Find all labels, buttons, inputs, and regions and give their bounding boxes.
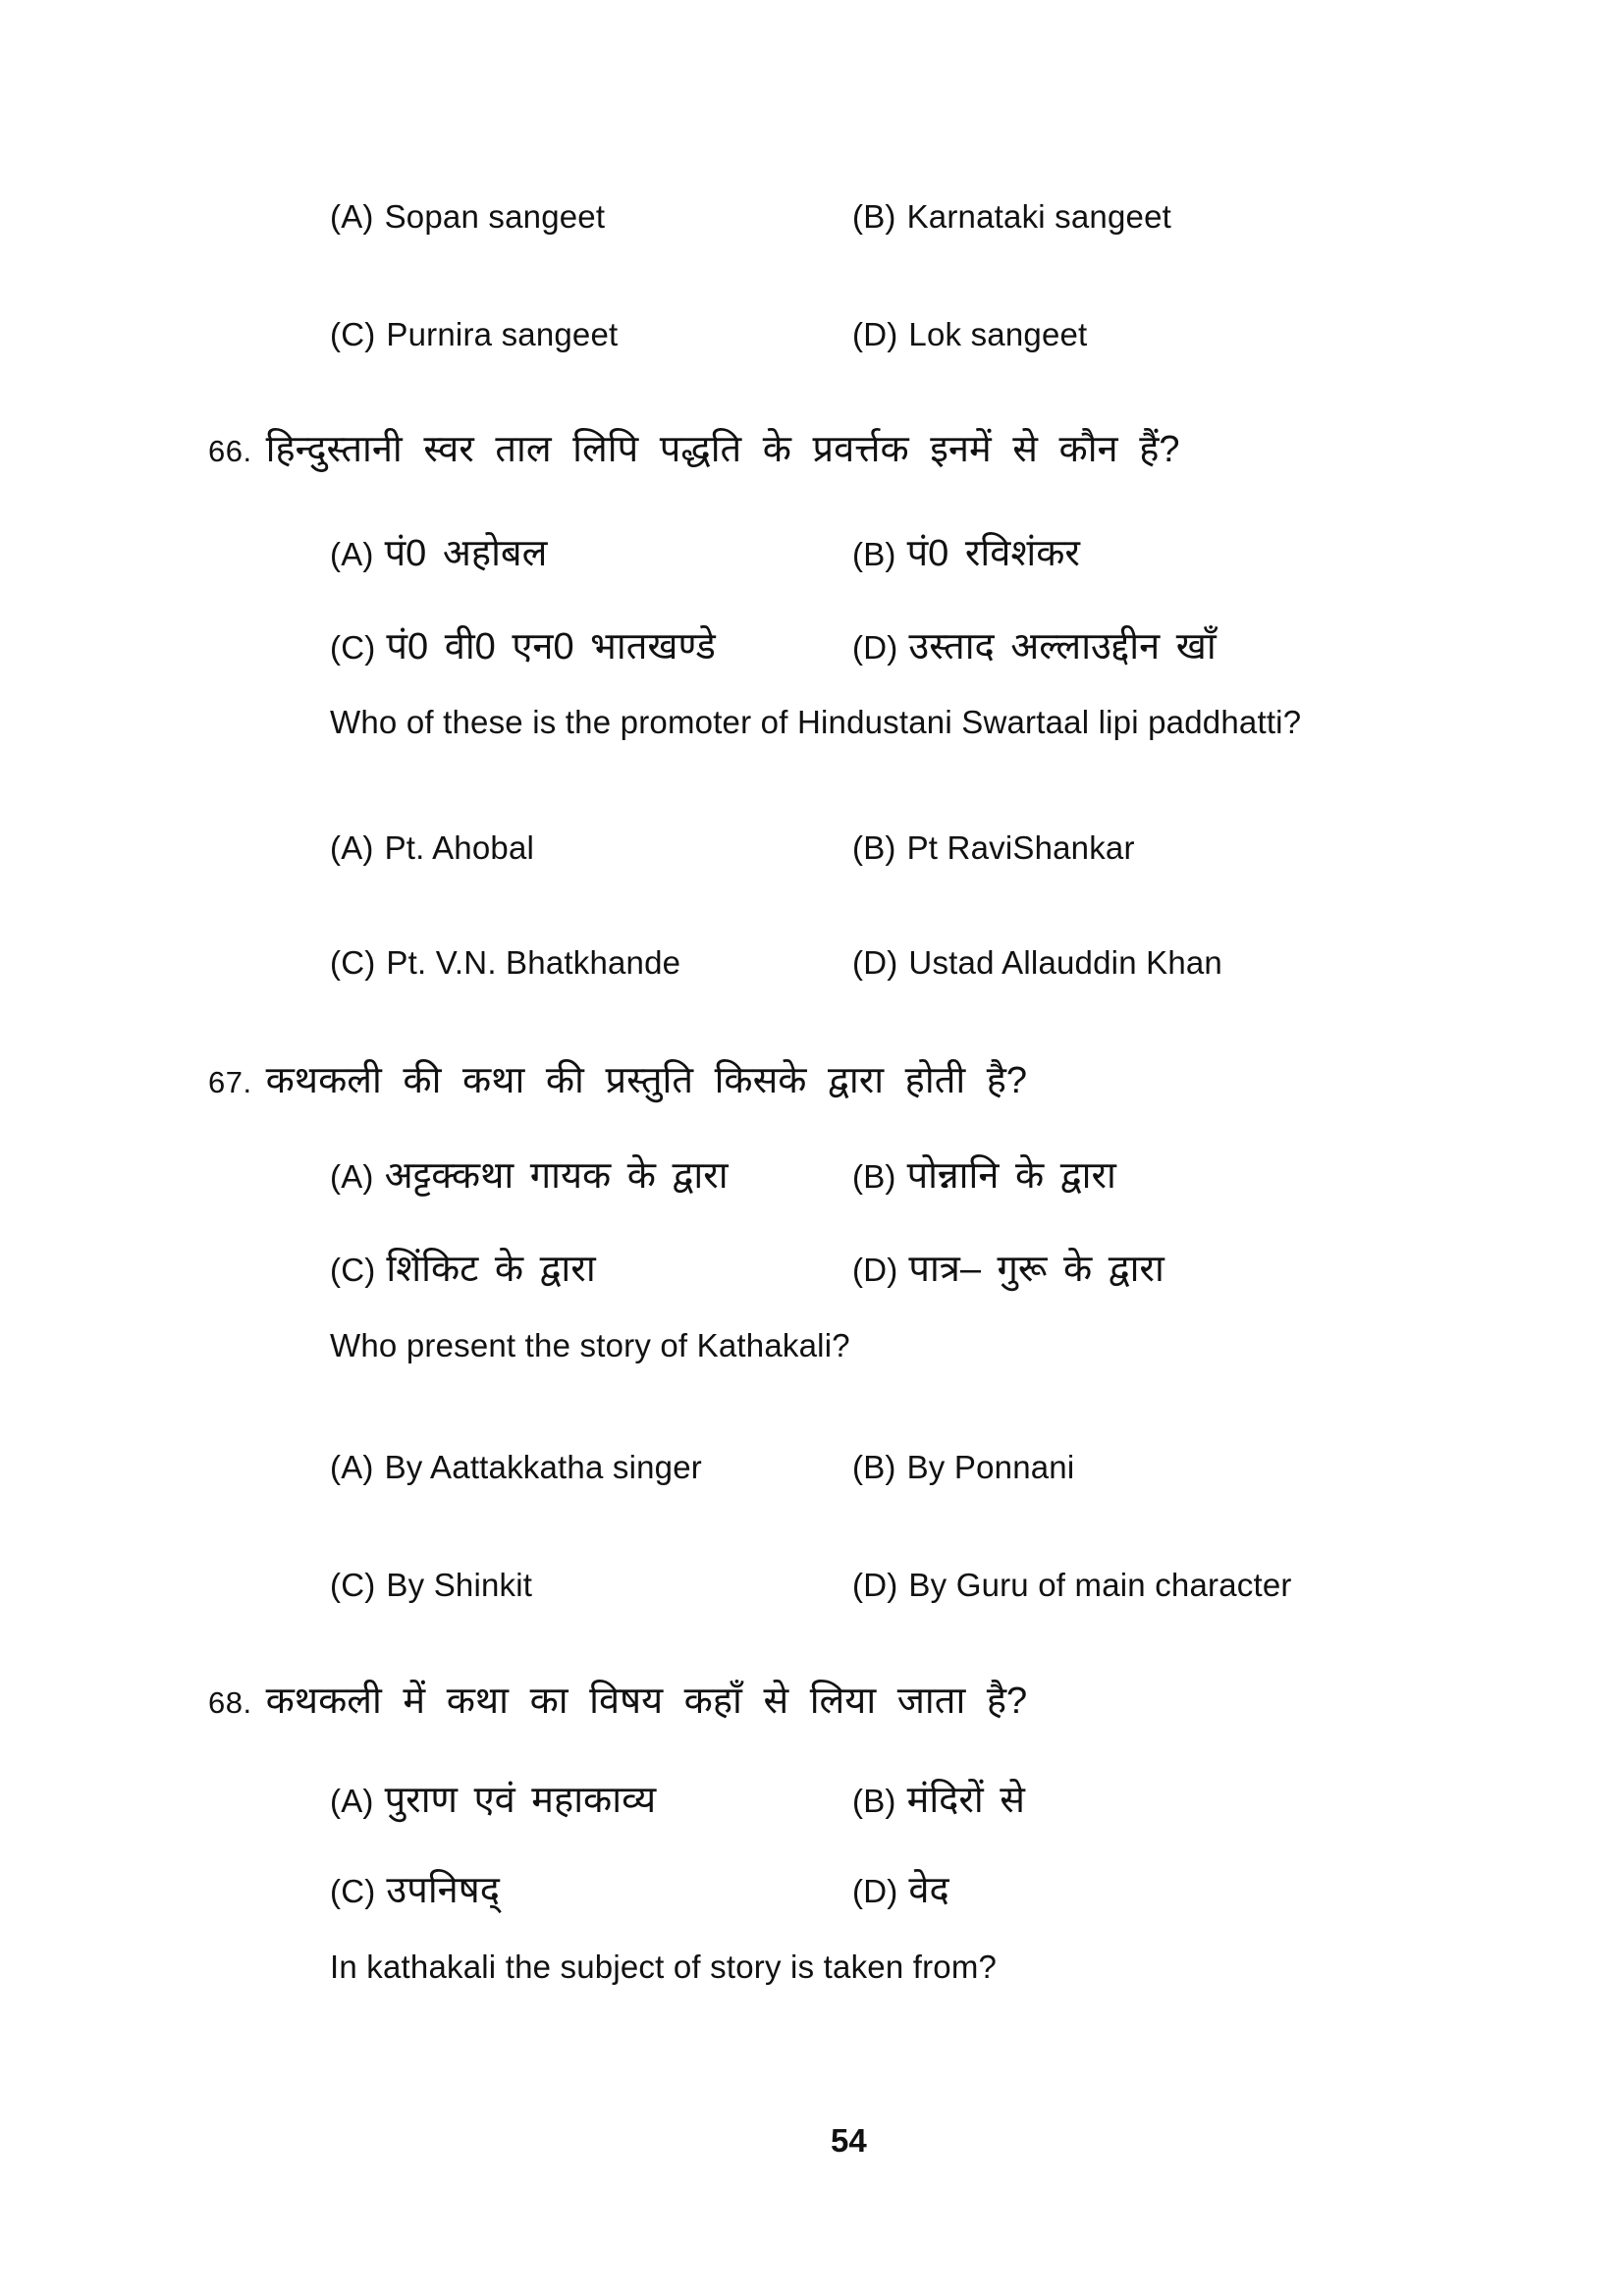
question-66-hindi-option-a <box>330 526 547 577</box>
question-67-english-option-b <box>852 1449 1074 1486</box>
continuation-option-c-text: Purnira sangeet <box>386 316 619 352</box>
question-67-hindi-option-b-text: पोन्नानि के द्वारा <box>906 1155 1116 1197</box>
question-67-hindi-option-d-label: (D) <box>852 1252 898 1288</box>
question-67-english-option-c-text: By Shinkit <box>386 1567 533 1603</box>
question-68-hindi-option-d-text: वेद <box>908 1870 949 1911</box>
question-66-english-option-b-text: Pt RaviShankar <box>906 829 1135 866</box>
continuation-option-a-label: (A) <box>330 198 374 235</box>
question-68-number: 68. <box>208 1685 252 1720</box>
question-66-english-option-c-text: Pt. V.N. Bhatkhande <box>386 944 681 981</box>
question-66-english-option-a-text: Pt. Ahobal <box>384 829 535 866</box>
continuation-option-b-label: (B) <box>852 198 896 235</box>
question-66-hindi-option-a-label: (A) <box>330 536 374 572</box>
question-66-english-option-d-text: Ustad Allauddin Khan <box>908 944 1222 981</box>
question-68-hindi-option-b-label: (B) <box>852 1783 896 1819</box>
question-67-english-option-c-label: (C) <box>330 1567 376 1603</box>
question-67-hindi-option-row-2 <box>0 1242 1624 1290</box>
question-68-hindi-option-b <box>852 1773 1025 1824</box>
question-66-english-option-row-1 <box>0 829 1624 875</box>
question-67-english-option-b-text: By Ponnani <box>906 1449 1075 1485</box>
question-66-hindi-option-c <box>330 619 716 670</box>
question-66-hindi-option-b <box>852 526 1080 577</box>
question-67-english-option-b-label: (B) <box>852 1449 896 1485</box>
question-68-hindi-option-a-text: पुराण एवं महाकाव्य <box>384 1780 657 1821</box>
question-68-hindi-option-c-text: उपनिषद् <box>386 1870 500 1911</box>
question-67-hindi-option-a-label: (A) <box>330 1158 374 1195</box>
question-66-hindi-option-a-text: पं0 अहोबल <box>384 533 548 574</box>
question-66-hindi-option-row-1 <box>0 526 1624 574</box>
question-66-english-option-row-2 <box>0 944 1624 989</box>
question-68-hindi-option-b-text: मंदिरों से <box>906 1780 1025 1821</box>
question-67-hindi-option-c-text: शिंकिट के द्वारा <box>386 1249 596 1290</box>
question-66-hindi-option-d <box>852 619 1217 670</box>
question-68-hindi-option-row-1 <box>0 1773 1624 1821</box>
question-67-hindi-option-b-label: (B) <box>852 1158 896 1195</box>
continuation-option-c <box>330 316 618 353</box>
question-67-hindi-option-d <box>852 1242 1164 1293</box>
continuation-option-c-label: (C) <box>330 316 376 352</box>
question-67-hindi-option-d-text: पात्र– गुरू के द्वारा <box>908 1249 1164 1290</box>
question-66-english-option-b <box>852 829 1135 867</box>
question-66-english-text: Who of these is the promoter of Hindustani Swartaal lipi paddhatti? <box>330 704 1302 740</box>
continuation-option-b-text: Karnataki sangeet <box>906 198 1172 235</box>
question-66-hindi-option-c-label: (C) <box>330 629 376 666</box>
question-67-english-option-a-label: (A) <box>330 1449 374 1485</box>
question-68-hindi-option-row-2 <box>0 1863 1624 1911</box>
question-68-hindi-option-d-label: (D) <box>852 1873 898 1909</box>
question-67-english-option-d <box>852 1567 1292 1604</box>
question-68-hindi-option-a-label: (A) <box>330 1783 374 1819</box>
question-68-hindi-option-d <box>852 1863 949 1914</box>
question-67-hindi <box>208 1053 1027 1104</box>
question-67-hindi-option-a <box>330 1148 729 1200</box>
question-67-hindi-option-b <box>852 1148 1116 1200</box>
question-66-english-option-c <box>330 944 680 982</box>
question-67-english-text: Who present the story of Kathakali? <box>330 1327 850 1363</box>
question-67-english-option-a-text: By Aattakkatha singer <box>384 1449 702 1485</box>
continuation-option-d-label: (D) <box>852 316 898 352</box>
question-68-hindi-option-c <box>330 1863 500 1914</box>
question-66-number: 66. <box>208 434 252 468</box>
continuation-option-b <box>852 198 1171 236</box>
question-66-english-option-a-label: (A) <box>330 829 374 866</box>
question-66-hindi-option-d-label: (D) <box>852 629 898 666</box>
question-67-hindi-text: कथकली की कथा की प्रस्तुति किसके द्वारा होती है? <box>265 1060 1028 1101</box>
question-66-english-option-a <box>330 829 534 867</box>
question-66-hindi-text: हिन्दुस्तानी स्वर ताल लिपि पद्धति के प्रवर्त्तक इनमें से कौन हैं? <box>265 429 1180 470</box>
question-66-english-option-d-label: (D) <box>852 944 898 981</box>
question-66-hindi-option-d-text: उस्ताद अल्लाउद्दीन खाँ <box>908 626 1217 667</box>
continuation-option-d <box>852 316 1087 353</box>
question-67-english-option-a <box>330 1449 702 1486</box>
continuation-option-row-2 <box>0 316 1624 361</box>
question-68-hindi <box>208 1674 1027 1725</box>
question-67-english-option-row-2 <box>0 1567 1624 1612</box>
question-66-english-option-c-label: (C) <box>330 944 376 981</box>
continuation-option-row-1 <box>0 198 1624 243</box>
question-66-hindi <box>208 422 1180 473</box>
question-68-english-text: In kathakali the subject of story is taken from? <box>330 1949 998 1985</box>
question-66-hindi-option-b-text: पं0 रविशंकर <box>906 533 1080 574</box>
question-67-hindi-option-c <box>330 1242 596 1293</box>
question-66-hindi-option-row-2 <box>0 619 1624 665</box>
question-68-hindi-text: कथकली में कथा का विषय कहाँ से लिया जाता है? <box>265 1681 1028 1722</box>
question-68-hindi-option-a <box>330 1773 656 1824</box>
continuation-option-a-text: Sopan sangeet <box>384 198 606 235</box>
question-67-english-option-row-1 <box>0 1449 1624 1494</box>
question-66-hindi-option-c-text: पं0 वी0 एन0 भातखण्डे <box>386 626 716 667</box>
question-68-hindi-option-c-label: (C) <box>330 1873 376 1909</box>
continuation-option-d-text: Lok sangeet <box>908 316 1088 352</box>
question-66-english-option-d <box>852 944 1222 982</box>
continuation-option-a <box>330 198 605 236</box>
question-66-hindi-option-b-label: (B) <box>852 536 896 572</box>
question-67-hindi-option-row-1 <box>0 1148 1624 1197</box>
question-67-english-option-d-text: By Guru of main character <box>908 1567 1292 1603</box>
question-67-hindi-option-c-label: (C) <box>330 1252 376 1288</box>
question-67-english-option-d-label: (D) <box>852 1567 898 1603</box>
question-67-number: 67. <box>208 1065 252 1099</box>
question-66-english-option-b-label: (B) <box>852 829 896 866</box>
question-67-english-option-c <box>330 1567 532 1604</box>
page-number: 54 <box>831 2122 867 2159</box>
question-67-hindi-option-a-text: अट्टक्कथा गायक के द्वारा <box>384 1155 729 1197</box>
